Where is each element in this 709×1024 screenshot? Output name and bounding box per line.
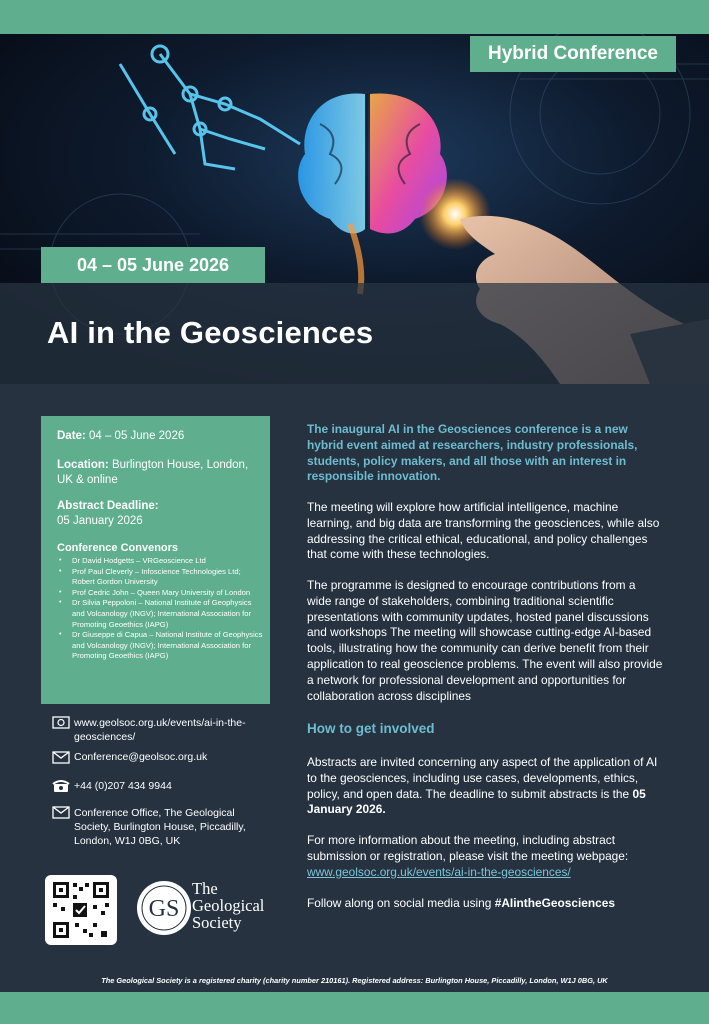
meeting-webpage-link[interactable]: www.geolsoc.org.uk/events/ai-in-the-geosciences/: [307, 864, 571, 879]
charity-footnote: The Geological Society is a registered charity (charity number 210161). Registered address: Burlington House, Piccadilly, London, W1J 0BG, UK: [101, 976, 608, 985]
phone-number: +44 (0)207 434 9944: [74, 780, 172, 792]
top-accent-bar: [0, 0, 709, 34]
page-title: AI in the Geosciences: [47, 315, 374, 350]
location-line: Location: Burlington House, London, UK & online: [57, 459, 249, 486]
qr-code-icon: [45, 875, 117, 945]
geological-society-logo-text: The Geological Society: [192, 879, 265, 932]
bottom-accent-bar: [0, 992, 709, 1024]
envelope-icon: [52, 806, 70, 820]
para-abstracts: Abstracts are invited concerning any aspect of the application of AI to the geosciences, including use cases, developments, ethics, policy, and open data. The deadline to submit abstracts is the 05 January 2026.: [307, 755, 658, 817]
email-icon: [52, 750, 70, 764]
abstract-deadline: Abstract Deadline: 05 January 2026: [57, 500, 159, 527]
postal-address: Conference Office, The Geological Society, Burlington House, Piccadilly, London, W1J 0BG, UK: [74, 807, 246, 847]
convenor-item: • Dr David Hodgetts – VRGeoscience Ltd: [57, 556, 265, 567]
convenor-item: • Prof Cedric John – Queen Mary University of London: [57, 588, 265, 599]
web-contact: [52, 716, 267, 746]
web-link[interactable]: www.geolsoc.org.uk/events/ai-in-the-geosciences/: [74, 717, 246, 743]
para-more-info: For more information about the meeting, including abstract submission or registration, please visit the meeting webpage: www.geolsoc.org.uk/events/ai-in-the-geosciences/: [307, 833, 629, 879]
email-link[interactable]: Conference@geolsoc.org.uk: [74, 751, 208, 763]
intro-lead: The inaugural AI in the Geosciences conference is a new hybrid event aimed at researchers, industry professionals, students, policy makers, and all those with an interest in responsible innovation.: [307, 422, 638, 484]
para-programme: The programme is designed to encourage contributions from a wide range of stakeholders, combining traditional scientific presentations with community updates, hosted panel discussions and workshops The meeting will showcase cutting-edge AI-based tools, illustrating how the community can derive benefit from their application to real geoscience problems. The event will also provide a network for professional development and opportunities for collaboration across disciplines: [307, 578, 663, 703]
phone-icon: [52, 779, 70, 793]
social-hashtag[interactable]: #AIintheGeosciences: [494, 896, 616, 910]
convenor-item: • Dr Giuseppe di Capua – National Institute of Geophysics and Volcanology (INGV); International Association for Promoting Geoethics (IAPG): [57, 630, 265, 662]
date-tag: 04 – 05 June 2026: [41, 247, 265, 283]
qr-code[interactable]: [45, 875, 117, 945]
hybrid-conference-badge: Hybrid Conference: [470, 36, 676, 72]
how-to-get-involved-heading: How to get involved: [307, 721, 435, 736]
social-line: Follow along on social media using #AIintheGeosciences: [307, 896, 616, 910]
address-contact: [52, 806, 267, 850]
convenors-heading: Conference Convenors: [57, 542, 179, 554]
date-line: Date: 04 – 05 June 2026: [57, 430, 185, 442]
svg-text:GS: GS: [148, 896, 180, 922]
para-explore: The meeting will explore how artificial intelligence, machine learning, and big data are transforming the geosciences, while also addressing the critical ethical, educational, and policy challenges that come with these technologies.: [307, 500, 660, 562]
web-icon: [52, 716, 70, 730]
convenor-item: • Prof Paul Cleverly – Infoscience Technologies Ltd; Robert Gordon University: [57, 567, 265, 588]
convenors-list: [57, 556, 265, 662]
convenor-item: • Dr Silvia Peppoloni – National Institute of Geophysics and Volcanology (INGV); International Association for Promoting Geoethics (IAPG): [57, 598, 265, 630]
